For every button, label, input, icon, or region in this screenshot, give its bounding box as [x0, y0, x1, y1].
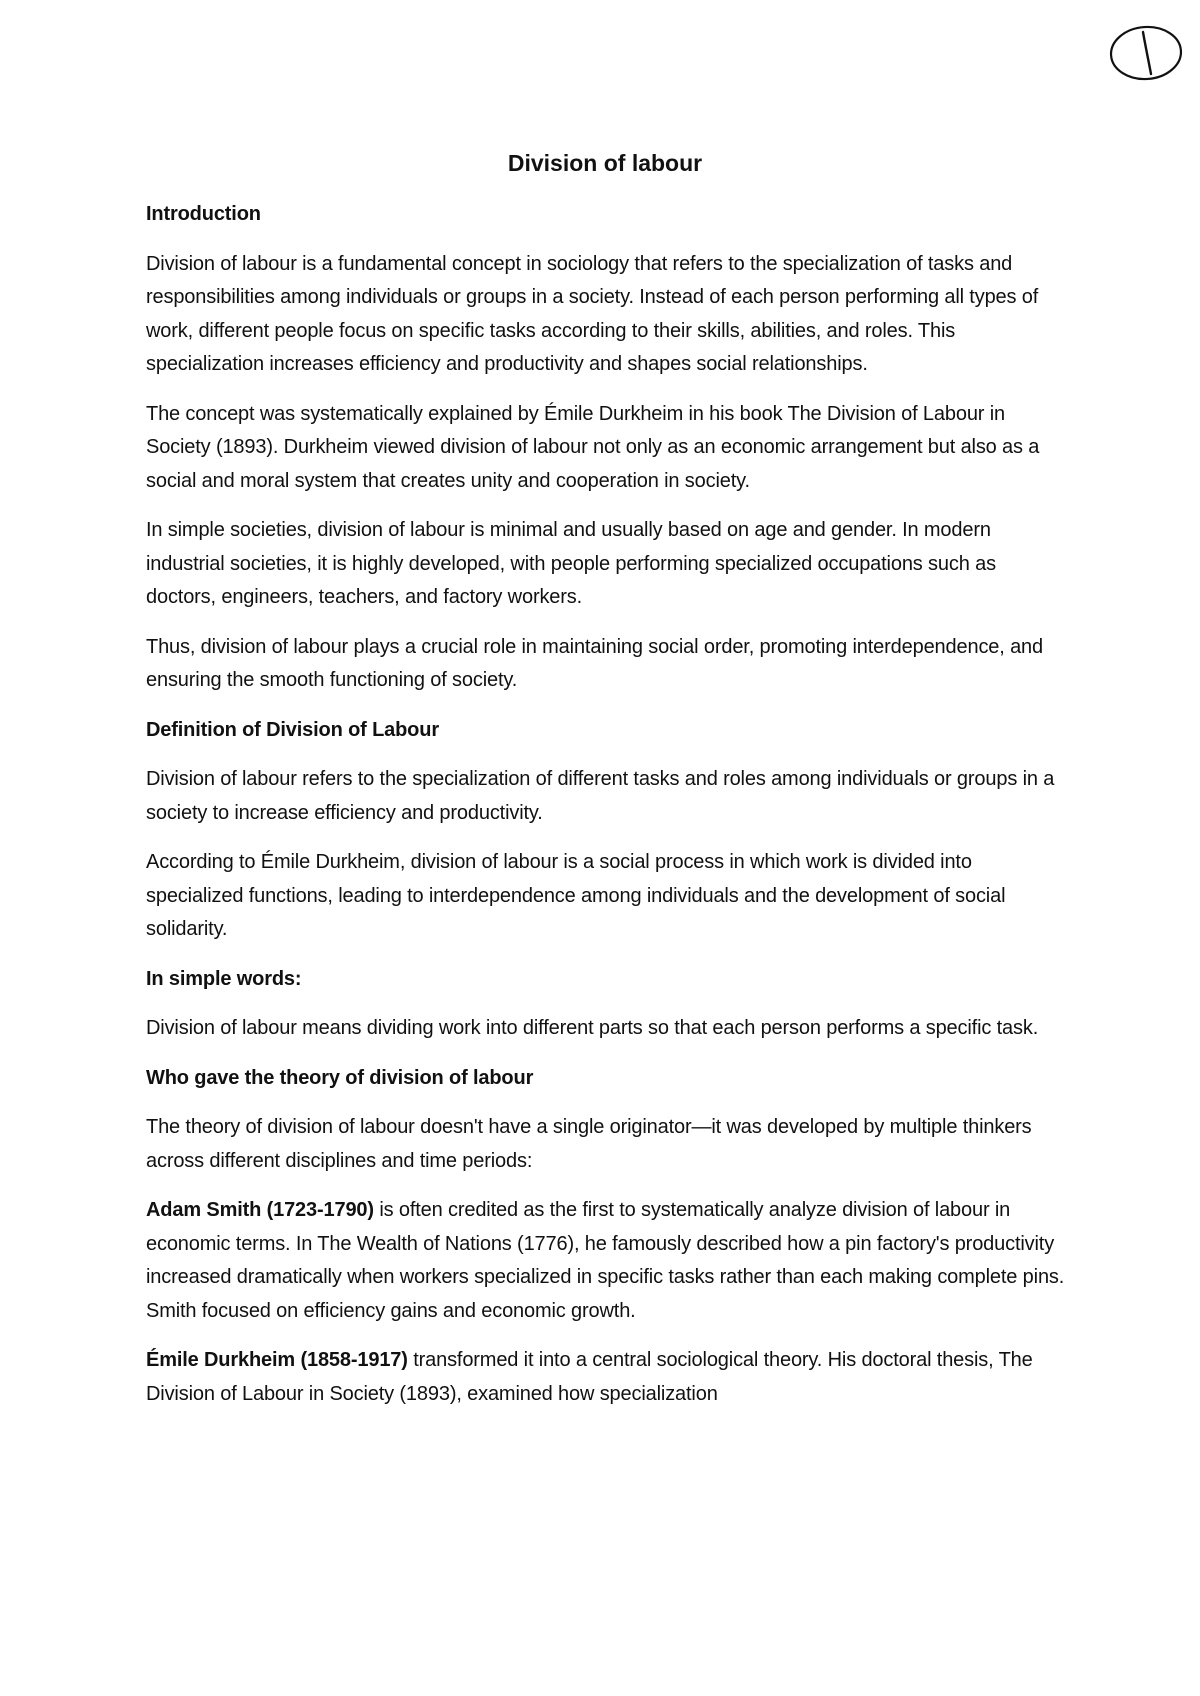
paragraph: In simple societies, division of labour is minimal and usually based on age and gender. In modern industrial societies, it is highly developed, with people performing specialized occupations such as doctors, engineers, teachers, and factory workers. [146, 519, 996, 608]
paragraph: The theory of division of labour doesn't have a single originator—it was developed by multiple thinkers across different disciplines and time periods: [146, 1116, 1032, 1172]
section-heading-introduction: Introduction [146, 203, 261, 225]
document-body [146, 198, 1066, 1427]
paragraph-durkheim [146, 1344, 1066, 1411]
page-title: Division of labour [507, 150, 703, 176]
paragraph-adam-smith [146, 1194, 1066, 1328]
section-heading-definition: Definition of Division of Labour [146, 718, 439, 741]
paragraph: According to Émile Durkheim, division of labour is a social process in which work is divided into specialized functions, leading to interdependence among individuals and the development of social solidarity. [146, 851, 1006, 940]
section-heading-simple-words: In simple words: [146, 967, 302, 990]
paragraph: Thus, division of labour plays a crucial role in maintaining social order, promoting interdependence, and ensuring the smooth functioning of society. [146, 635, 1043, 691]
section-heading-who-gave: Who gave the theory of division of labour [146, 1066, 534, 1089]
handwritten-page-number-mark [1107, 22, 1185, 84]
durkheim-text: transformed it into a central sociological theory. His doctoral thesis, The Division of Labour in Society (1893), examined how specialization [146, 1349, 1033, 1405]
paragraph: The concept was systematically explained by Émile Durkheim in his book The Division of Labour in Society (1893). Durkheim viewed division of labour not only as an economic arrangement but also as a social and moral system that creates unity and cooperation in society. [146, 402, 1040, 492]
paragraph: Division of labour is a fundamental concept in sociology that refers to the specialization of tasks and responsibilities among individuals or groups in a society. Instead of each person performing all types of work, different people focus on specific tasks according to their skills, abilities, and roles. This specialization increases efficiency and productivity and shapes social relationships. [146, 252, 1039, 375]
page-mark-text: 1 [1107, 22, 1108, 23]
paragraph: Division of labour refers to the specialization of different tasks and roles among individuals or groups in a society to increase efficiency and productivity. [146, 768, 1055, 824]
adam-smith-text: is often credited as the first to systematically analyze division of labour in economic terms. In The Wealth of Nations (1776), he famously described how a pin factory's productivity increased dramatically when workers specialized in specific tasks rather than each making complete pins. Smith focused on efficiency gains and economic growth. [146, 1199, 1065, 1322]
paragraph: Division of labour means dividing work into different parts so that each person performs a specific task. [146, 1017, 1039, 1039]
name-emile-durkheim: Émile Durkheim (1858-1917) [146, 1349, 408, 1371]
name-adam-smith: Adam Smith (1723-1790) [146, 1199, 374, 1221]
